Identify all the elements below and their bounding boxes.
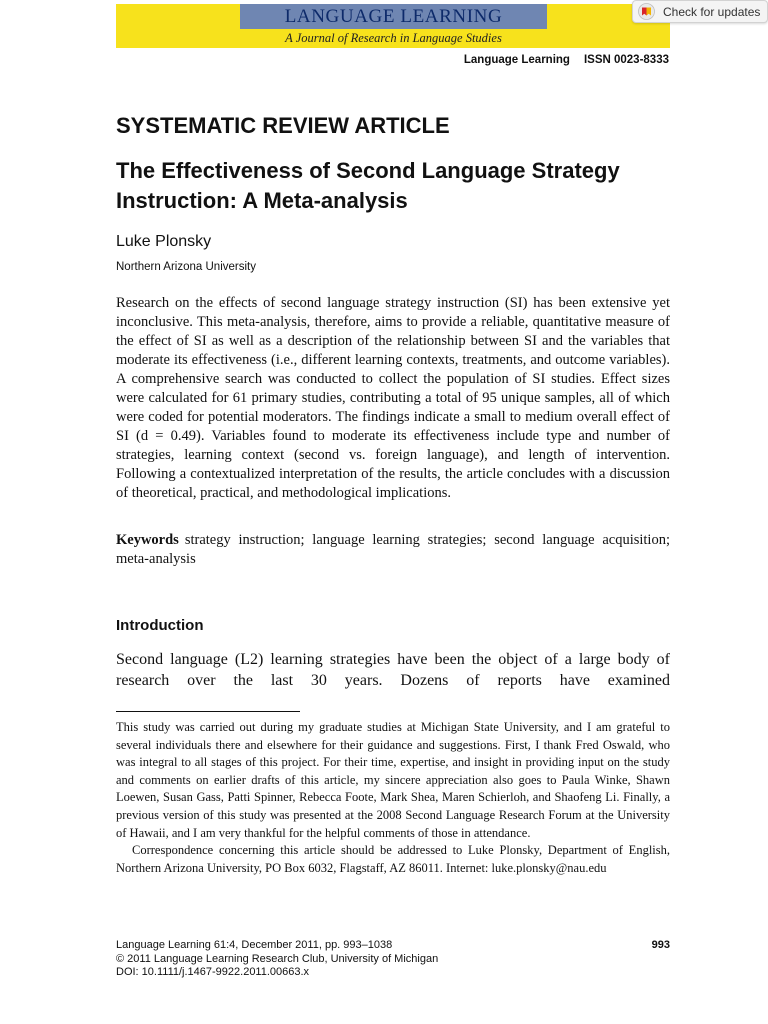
page-number: 993 — [651, 939, 670, 951]
article-title: The Effectiveness of Second Language Strategy Instruction: A Meta-analysis — [116, 158, 620, 213]
journal-masthead — [116, 4, 670, 48]
header-issn: ISSN 0023-8333 — [583, 54, 669, 66]
keywords-label: Keywords — [116, 532, 179, 548]
keywords — [116, 531, 670, 569]
journal-name: LANGUAGE LEARNING — [284, 6, 503, 27]
introduction-text: Second language (L2) learning strategies have been the object of a large body of research over the last 30 years. Dozens of reports have examined — [116, 651, 670, 689]
footer-citation: Language Learning 61:4, December 2011, pp. 993–1038 — [116, 939, 393, 951]
author-affiliation: Northern Arizona University — [116, 261, 256, 273]
article-type: SYSTEMATIC REVIEW ARTICLE — [116, 113, 450, 138]
author-name: Luke Plonsky — [116, 233, 212, 250]
footnote-correspondence: Correspondence concerning this article should be addressed to Luke Plonsky, Department of English, Northern Arizona University, PO Box 6032, Flagstaff, AZ 86011. Internet: luke.plonsky@nau.edu — [116, 843, 670, 875]
footnote-divider — [116, 711, 300, 712]
header-journal-name: Language Learning — [463, 54, 570, 66]
page-footer — [116, 939, 670, 980]
footnote — [116, 719, 670, 877]
masthead-title-bar — [240, 4, 547, 29]
introduction-heading: Introduction — [116, 617, 204, 634]
keywords-list: strategy instruction; language learning strategies; second language acquisition; meta-analysis — [116, 532, 670, 567]
footnote-acknowledgment: This study was carried out during my graduate studies at Michigan State University, and I am grateful to several individuals there and elsewhere for their guidance and suggestions. First, I thank Fred Oswald, who was integral to all stages of this project. For their time, expertise, and insight in providing input on the study and comments on earlier drafts of this article, my sincere appreciation also goes to Paula Winke, Shawn Loewen, Susan Gass, Patti Spinner, Rebecca Foote, Mark Shea, Maren Schierloh, and Shaofeng Li. Finally, a previous version of this study was presented at the 2008 Second Language Research Forum at the University of Hawaii, and I am very thankful for the helpful comments of those in attendance. — [116, 720, 670, 840]
check-for-updates-label: Check for updates — [663, 4, 761, 19]
check-for-updates-button[interactable] — [632, 0, 768, 23]
abstract: Research on the effects of second language strategy instruction (SI) has been extensive yet inconclusive. This meta-analysis, therefore, aims to provide a reliable, quantitative measure of the effect of SI as well as a description of the relationship between SI and the variables that moderate its effectiveness (i.e., different learning contexts, treatments, and outcome variables). A comprehensive search was conducted to collect the population of SI studies. Effect sizes were calculated for 61 primary studies, contributing a total of 95 unique samples, all of which were coded for potential moderators. The findings indicate a small to medium overall effect of SI (d = 0.49). Variables found to moderate its effectiveness include type and number of strategies, learning context (second vs. foreign language), and length of intervention. Following a contextualized interpretation of the results, the article concludes with a discussion of theoretical, practical, and methodological implications. — [116, 295, 670, 501]
footer-doi: DOI: 10.1111/j.1467-9922.2011.00663.x — [116, 966, 310, 978]
check-for-updates-badge-icon — [638, 3, 655, 20]
journal-subtitle: A Journal of Research in Language Studies — [285, 31, 502, 45]
footer-copyright: © 2011 Language Learning Research Club, University of Michigan — [116, 952, 439, 965]
journal-issn-line — [464, 54, 669, 66]
